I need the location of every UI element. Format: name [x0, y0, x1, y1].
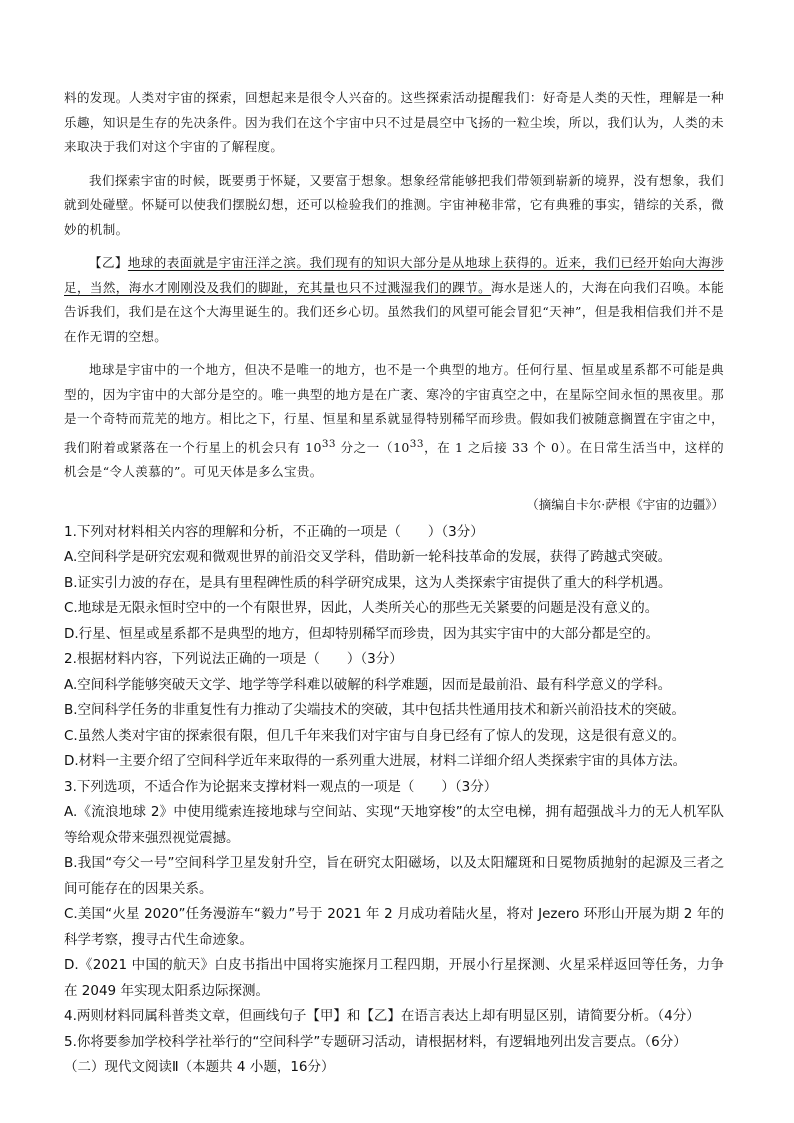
question-3-option-c: C.美国“火星 2020”任务漫游车“毅力”号于 2021 年 2 月成功着陆火星，将对 Jezero 环形山开展为期 2 年的科学考察，搜寻古代生命迹象。 [64, 906, 724, 948]
question-5: 5.你将要参加学校科学社举行的“空间科学”专题研习活动，请根据材料，有逻辑地列出发言要点。（6分） [64, 1033, 687, 1050]
passage-paragraph-4 [64, 358, 724, 485]
passage-paragraph-2: 我们探索宇宙的时候，既要勇于怀疑，又要富于想象。想象经常能够把我们带领到崭新的境界，没有想象，我们就到处碰壁。怀疑可以使我们摆脱幻想，还可以检验我们的推测。宇宙神秘非常，它有典雅的事实，错综的关系，微妙的机制。 [64, 172, 724, 237]
question-3-option-a: A.《流浪地球 2》中使用缆索连接地球与空间站、实现“天地穿梭”的太空电梯，拥有超强战斗力的无人机军队等给观众带来强烈视觉震撼。 [64, 804, 724, 846]
passage-paragraph-1: 料的发现。人类对宇宙的探索，回想起来是很令人兴奋的。这些探索活动提醒我们：好奇是人类的天性，理解是一种乐趣，知识是生存的先决条件。因为我们在这个宇宙中只不过是晨空中飞扬的一粒尘埃，所以，我们认为，人类的未来取决于我们对这个宇宙的了解程度。 [64, 90, 724, 154]
question-1-option-d: D.行星、恒星或星系都不是典型的地方，但却特别稀罕而珍贵，因为其实宇宙中的大部分都是空的。 [64, 625, 660, 642]
passage-paragraph-3-rest: 海水是迷人的，大海在向我们召唤。本能告诉我们，我们是在这个大海里诞生的。我们还乡心切。虽然我们的风望可能会冒犯“天神”，但是我相信我们并不是在作无谓的空想。 [64, 279, 725, 344]
document-page [64, 86, 724, 1081]
question-3-option-b: B.我国“夸父一号”空间科学卫星发射升空，旨在研究太阳磁场，以及太阳耀斑和日冕物质抛射的起源及三者之间可能存在的因果关系。 [64, 855, 724, 897]
question-2-option-d: D.材料一主要介绍了空间科学近年来取得的一系列重大进展，材料二详细介绍人类探索宇宙的具体方法。 [64, 753, 687, 770]
passage-paragraph-4-part-b: 分之一（10 [335, 439, 410, 455]
question-3-stem: 3.下列选项，不适合作为论据来支撑材料一观点的一项是（ ）（3分） [64, 778, 498, 795]
exponent-2: 33 [409, 437, 424, 450]
question-2-stem: 2.根据材料内容，下列说法正确的一项是（ ）（3分） [64, 651, 403, 668]
section-heading-modern-reading-2: （二）现代文阅读Ⅱ（本题共 4 小题，16分） [64, 1059, 335, 1076]
passage-paragraph-3 [64, 251, 724, 349]
question-1-stem: 1.下列对材料相关内容的理解和分析，不正确的一项是（ ）（3分） [64, 523, 484, 540]
question-1-option-b: B.证实引力波的存在，是具有里程碑性质的科学研究成果，这为人类探索宇宙提供了重大的科学机遇。 [64, 574, 672, 591]
question-2-option-b: B.空间科学任务的非重复性有力推动了尖端技术的突破，其中包括共性通用技术和新兴前沿技术的突破。 [64, 702, 686, 719]
passage-paragraph-4-part-a: 地球是宇宙中的一个地方，但决不是唯一的地方，也不是一个典型的地方。任何行星、恒星或星系都不可能是典型的，因为宇宙中的大部分是空的。唯一典型的地方是在广袤、寒冷的宇宙真空之中，在星际空间永恒的黑夜里。那是一个奇特而荒芜的地方。相比之下，行星、恒星和星系就显得特别稀罕而珍贵。假如我们被随意搁置在宇宙之中，我们附着或紧落在一个行星上的机会只有 10 [64, 362, 724, 455]
question-1-option-c: C.地球是无限永恒时空中的一个有限世界，因此，人类所关心的那些无关紧要的问题是没有意义的。 [64, 600, 659, 617]
exponent-1: 33 [321, 437, 336, 450]
underlined-sentence-yi: 地球的表面就是宇宙汪洋之滨。我们现有的知识大部分是从地球上获得的。近来，我们已经开始向大海涉足，当然，海水才刚刚没及我们的脚趾，充其量也只不过溅湿我们的踝节。 [64, 255, 725, 295]
question-2-option-a: A.空间科学能够突破天文学、地学等学科难以破解的科学难题，因而是最前沿、最有科学意义的学科。 [64, 676, 672, 693]
question-1-option-a: A.空间科学是研究宏观和微观世界的前沿交叉学科，借助新一轮科技革命的发展，获得了跨越式突破。 [64, 549, 672, 566]
source-citation: （摘编自卡尔·萨根《宇宙的边疆》） [526, 496, 724, 512]
passage-paragraph-4-part-c: ，在 1 之后接 33 个 0）。在日常生活当中，这样的机会是“令人羡慕的”。可见天体是多么宝贵。 [64, 439, 724, 480]
mark-yi: 【乙】 [89, 255, 128, 270]
question-2-option-c: C.虽然人类对宇宙的探索很有限，但几千年来我们对宇宙与自身已经有了惊人的发现，这是很有意义的。 [64, 727, 686, 744]
question-4: 4.两则材料同属科普类文章，但画线句子【甲】和【乙】在语言表达上却有明显区别，请简要分析。（4分） [64, 1008, 700, 1025]
question-3-option-d: D.《2021 中国的航天》白皮书指出中国将实施探月工程四期，开展小行星探测、火星采样返回等任务，力争在 2049 年实现太阳系边际探测。 [64, 957, 724, 999]
